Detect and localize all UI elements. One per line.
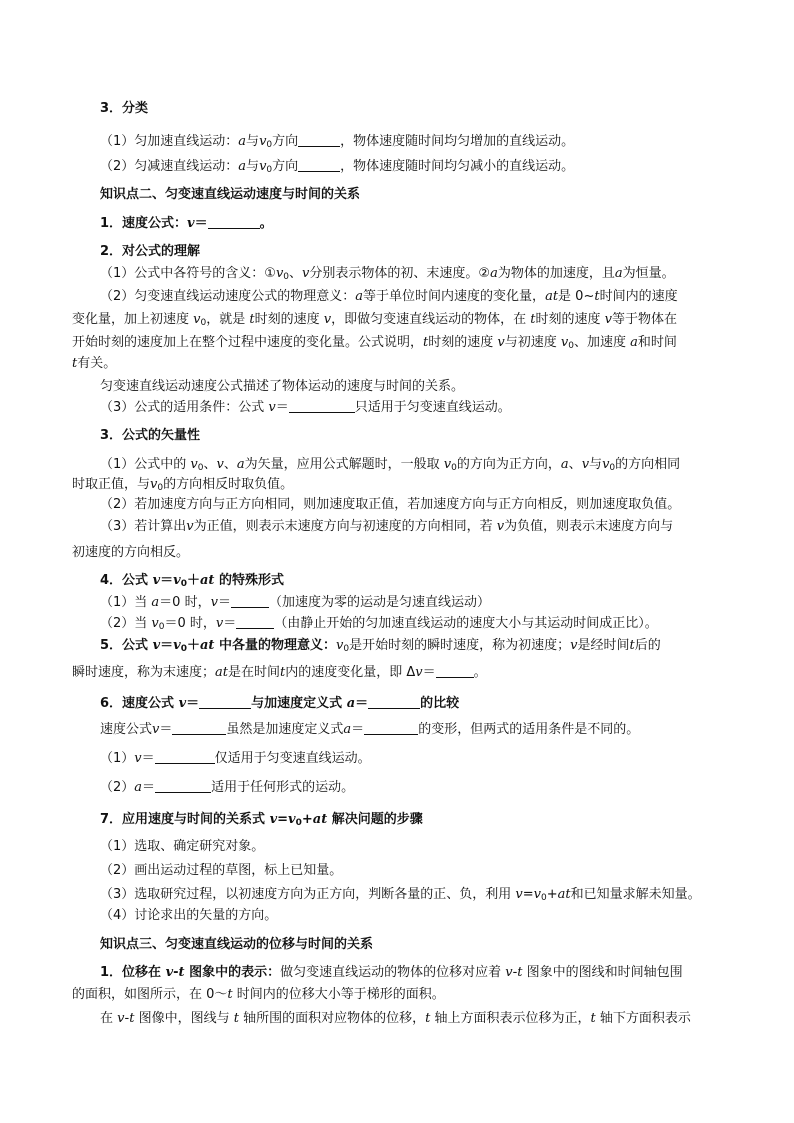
paragraph-special-form-2: （2）当 $v_0=0$ 时，v＝ （由静止开始的匀加速直线运动的速度大小与其运动时间成正比）。 [100, 616, 658, 632]
paragraph-step-1: （1）选取、确定研究对象。 [100, 839, 265, 854]
section-title-formula-understanding: 2．对公式的理解 [100, 244, 201, 259]
section-title-steps: 7．应用速度与时间的关系式 $v=v_0+at$ 解决问题的步骤 [100, 812, 423, 828]
paragraph-displacement-line1: 1．位移在 v-t 图象中的表示：做匀变速直线运动的物体的位移对应着 v-t 图象中的图线和时间轴包围 [100, 965, 683, 980]
paragraph-comparison-1: （1）v＝ 仅适用于匀变速直线运动。 [100, 751, 371, 766]
fill-blank[interactable] [436, 664, 474, 678]
paragraph-vector-1-line2: 时取正值，与$v_0$的方向相反时取负值。 [72, 477, 294, 493]
fill-blank[interactable] [208, 215, 260, 229]
fill-blank[interactable] [155, 779, 211, 793]
fill-blank[interactable] [298, 133, 340, 147]
paragraph-physical-meaning-terms-line2: 瞬时速度，称为末速度；at是在时间t内的速度变化量，即 Δv＝ 。 [72, 665, 487, 680]
section-title-formula-comparison: 6．速度公式 v＝ 与加速度定义式 a＝ 的比较 [100, 696, 460, 711]
section-title-vector-nature: 3．公式的矢量性 [100, 428, 201, 443]
paragraph-step-3: （3）选取研究过程，以初速度方向为正方向，判断各量的正、负，利用 $v=v_0+at$和已知量求解未知量。 [100, 887, 701, 903]
section-title-special-forms: 4．公式 $v=v_0+at$ 的特殊形式 [100, 573, 284, 589]
paragraph-vector-3-line1: （3）若计算出v为正值，则表示末速度方向与初速度的方向相同，若 v为负值，则表示末速度方向与 [100, 519, 674, 534]
paragraph-symbol-meaning: （1）公式中各符号的含义：$①v_0$、v分别表示物体的初、末速度。②a为物体的加速度，且a为恒量。 [100, 266, 675, 282]
paragraph-formula-description: 匀变速直线运动速度公式描述了物体运动的速度与时间的关系。 [100, 379, 465, 394]
paragraph-vector-1-line1: （1）公式中的 $v_0$、v、a为矢量，应用公式解题时，一般取 $v_0$的方向为正方向，a、v与$v_0$的方向相同 [100, 457, 681, 473]
fill-blank[interactable] [155, 750, 215, 764]
fill-blank[interactable] [298, 158, 340, 172]
paragraph-applicability: （3）公式的适用条件：公式 v＝ 只适用于匀变速直线运动。 [100, 400, 511, 415]
paragraph-physical-meaning-line1: （2）匀变速直线运动速度公式的物理意义：a等于单位时间内速度的变化量，at是 0~t时间内的速度 [100, 289, 678, 304]
paragraph-physical-meaning-terms-line1: 5．公式 $v=v_0+at$ 中各量的物理意义：$v_0$是开始时刻的瞬时速度，称为初速度；v是经时间t后的 [100, 638, 661, 654]
paragraph-physical-meaning-line2: 变化量，加上初速度 $v_0$，就是 t时刻的速度 v，即做匀变速直线运动的物体，在 t时刻的速度 v等于物体在 [72, 312, 677, 328]
paragraph-uniform-deceleration: （2）匀减速直线运动：a与$v_0$方向 ，物体速度随时间均匀减小的直线运动。 [100, 159, 575, 175]
section-title-classification: 3．分类 [100, 101, 149, 116]
paragraph-displacement-line3: 在 v-t 图像中，图线与 t 轴所围的面积对应物体的位移，t 轴上方面积表示位移为正，t 轴下方面积表示 [100, 1011, 691, 1026]
fill-blank[interactable] [236, 615, 274, 629]
paragraph-comparison: 速度公式v＝ 虽然是加速度定义式a＝ 的变形，但两式的适用条件是不同的。 [100, 722, 640, 737]
heading-knowledge-point-3: 知识点三、匀变速直线运动的位移与时间的关系 [100, 937, 374, 952]
fill-blank[interactable] [172, 721, 226, 735]
paragraph-displacement-line2: 的面积，如图所示，在 0～t 时间内的位移大小等于梯形的面积。 [72, 987, 445, 1002]
paragraph-vector-3-line2: 初速度的方向相反。 [72, 545, 190, 560]
heading-knowledge-point-2: 知识点二、匀变速直线运动速度与时间的关系 [100, 187, 361, 202]
paragraph-comparison-2: （2）a＝ 适用于任何形式的运动。 [100, 780, 355, 795]
paragraph-vector-2: （2）若加速度方向与正方向相同，则加速度取正值，若加速度方向与正方向相反，则加速度取负值。 [100, 497, 681, 512]
paragraph-uniform-acceleration: （1）匀加速直线运动：a与$v_0$方向 ，物体速度随时间均匀增加的直线运动。 [100, 134, 575, 150]
fill-blank[interactable] [289, 399, 355, 413]
paragraph-physical-meaning-line3: 开始时刻的速度加上在整个过程中速度的变化量。公式说明，t时刻的速度 v与初速度 $v_0$、加速度 a和时间 [72, 335, 677, 351]
fill-blank[interactable] [231, 594, 269, 608]
paragraph-special-form-1: （1）当 a＝0 时，v＝ （加速度为零的运动是匀速直线运动） [100, 595, 490, 610]
paragraph-physical-meaning-line4: t有关。 [72, 356, 117, 371]
fill-blank[interactable] [364, 721, 418, 735]
paragraph-step-4: （4）讨论求出的矢量的方向。 [100, 908, 278, 923]
paragraph-step-2: （2）画出运动过程的草图，标上已知量。 [100, 863, 343, 878]
fill-blank[interactable] [199, 695, 251, 709]
velocity-formula: 1．速度公式：v＝ 。 [100, 216, 273, 231]
fill-blank[interactable] [368, 695, 420, 709]
